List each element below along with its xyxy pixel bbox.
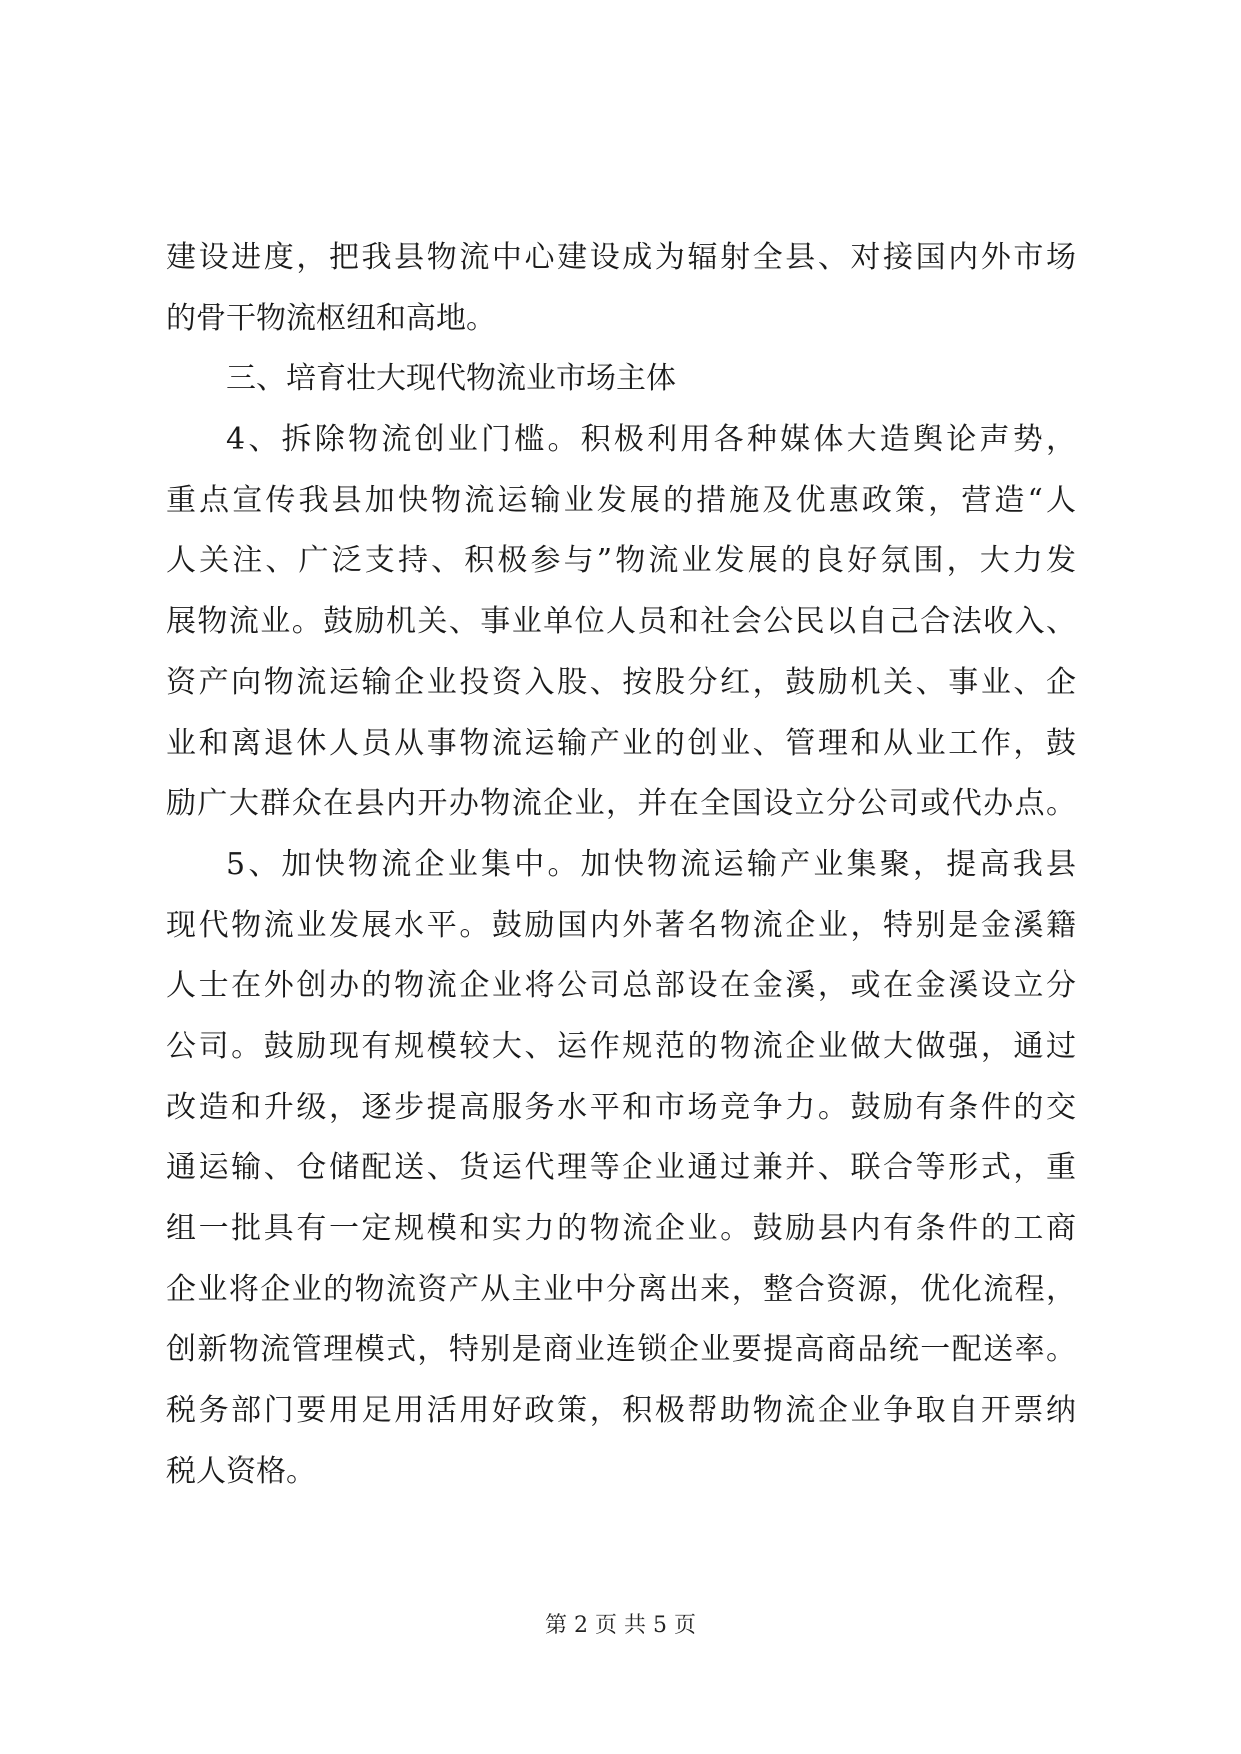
text-line: 展物流业。鼓励机关、事业单位人员和社会公民以自己合法收入、 bbox=[166, 604, 1076, 640]
text-line: 创新物流管理模式，特别是商业连锁企业要提高商品统一配送率。 bbox=[166, 1332, 1076, 1368]
text-line: 公司。鼓励现有规模较大、运作规范的物流企业做大做强，通过 bbox=[166, 1028, 1076, 1064]
text-line: 通运输、仓储配送、货运代理等企业通过兼并、联合等形式，重 bbox=[166, 1150, 1076, 1186]
text-line: 业和离退休人员从事物流运输产业的创业、管理和从业工作，鼓 bbox=[166, 725, 1076, 761]
text-line: 励广大群众在县内开办物流企业，并在全国设立分公司或代办点。 bbox=[166, 786, 1076, 822]
text-line: 建设进度，把我县物流中心建设成为辐射全县、对接国内外市场 bbox=[166, 240, 1076, 275]
document-body bbox=[166, 228, 1076, 1502]
text-line: 4、拆除物流创业门槛。积极利用各种媒体大造舆论声势， bbox=[226, 422, 1076, 458]
text-line: 改造和升级，逐步提高服务水平和市场竞争力。鼓励有条件的交 bbox=[166, 1089, 1076, 1125]
text-line: 人士在外创办的物流企业将公司总部设在金溪，或在金溪设立分 bbox=[166, 968, 1076, 1004]
text-line: 的骨干物流枢纽和高地。 bbox=[166, 300, 496, 336]
page-number-footer: 第 2 页 共 5 页 bbox=[545, 1613, 696, 1638]
text-line: 资产向物流运输企业投资入股、按股分红，鼓励机关、事业、企 bbox=[166, 664, 1076, 700]
text-line: 税务部门要用足用活用好政策，积极帮助物流企业争取自开票纳 bbox=[166, 1393, 1076, 1429]
text-line: 组一批具有一定规模和实力的物流企业。鼓励县内有条件的工商 bbox=[166, 1211, 1076, 1246]
text-line: 人关注、广泛支持、积极参与”物流业发展的良好氛围，大力发 bbox=[166, 543, 1076, 579]
text-line: 重点宣传我县加快物流运输业发展的措施及优惠政策，营造“人 bbox=[166, 482, 1076, 518]
section-heading: 三、培育壮大现代物流业市场主体 bbox=[226, 361, 676, 397]
text-line: 5、加快物流企业集中。加快物流运输产业集聚，提高我县 bbox=[226, 846, 1076, 882]
text-line: 现代物流业发展水平。鼓励国内外著名物流企业，特别是金溪籍 bbox=[166, 907, 1076, 943]
text-line: 税人资格。 bbox=[166, 1453, 316, 1489]
text-line: 企业将企业的物流资产从主业中分离出来，整合资源，优化流程， bbox=[166, 1271, 1076, 1307]
